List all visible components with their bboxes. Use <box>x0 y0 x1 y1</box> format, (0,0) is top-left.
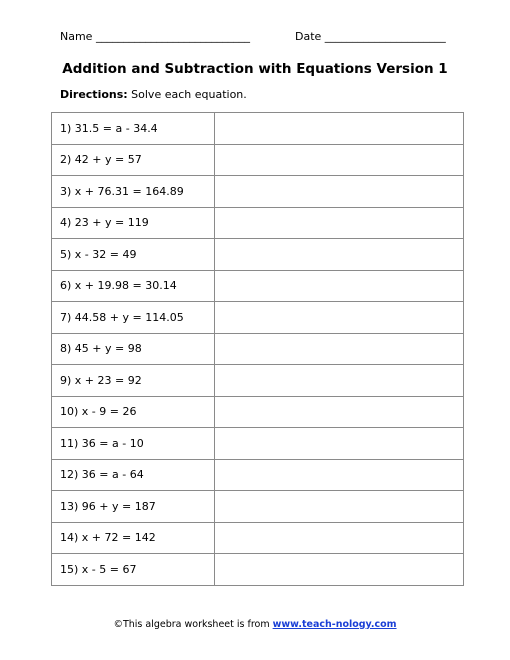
footer-text: ©This algebra worksheet is from <box>113 619 273 630</box>
problem-equation: 13) 96 + y = 187 <box>52 491 215 523</box>
problem-equation: 2) 42 + y = 57 <box>52 144 215 176</box>
problem-row <box>52 239 464 271</box>
problem-row <box>52 333 464 365</box>
answer-cell <box>215 428 464 460</box>
problem-row <box>52 396 464 428</box>
problem-row <box>52 113 464 145</box>
footer-link[interactable]: www.teach-nology.com <box>272 619 397 630</box>
header <box>60 30 452 44</box>
footer <box>0 619 510 630</box>
answer-cell <box>215 176 464 208</box>
answer-cell <box>215 522 464 554</box>
problem-row <box>52 207 464 239</box>
answer-cell <box>215 144 464 176</box>
answer-cell <box>215 207 464 239</box>
problems-table <box>51 112 464 586</box>
problem-equation: 9) x + 23 = 92 <box>52 365 215 397</box>
problem-row <box>52 176 464 208</box>
problem-equation: 5) x - 32 = 49 <box>52 239 215 271</box>
answer-cell <box>215 396 464 428</box>
answer-cell <box>215 302 464 334</box>
problem-equation: 4) 23 + y = 119 <box>52 207 215 239</box>
name-field: Name ____________________________ <box>60 30 250 43</box>
answer-cell <box>215 239 464 271</box>
directions <box>60 88 247 101</box>
date-field: Date ______________________ <box>295 30 446 43</box>
problem-equation: 12) 36 = a - 64 <box>52 459 215 491</box>
problem-equation: 8) 45 + y = 98 <box>52 333 215 365</box>
answer-cell <box>215 459 464 491</box>
problem-row <box>52 144 464 176</box>
problem-equation: 7) 44.58 + y = 114.05 <box>52 302 215 334</box>
problem-row <box>52 491 464 523</box>
problem-row <box>52 522 464 554</box>
problem-equation: 15) x - 5 = 67 <box>52 554 215 586</box>
answer-cell <box>215 491 464 523</box>
problem-row <box>52 428 464 460</box>
problem-row <box>52 459 464 491</box>
problem-equation: 10) x - 9 = 26 <box>52 396 215 428</box>
problem-row <box>52 365 464 397</box>
problem-equation: 3) x + 76.31 = 164.89 <box>52 176 215 208</box>
answer-cell <box>215 270 464 302</box>
directions-text: Solve each equation. <box>127 88 247 101</box>
answer-cell <box>215 333 464 365</box>
problem-equation: 14) x + 72 = 142 <box>52 522 215 554</box>
worksheet-title: Addition and Subtraction with Equations Version 1 <box>62 61 448 77</box>
problem-equation: 11) 36 = a - 10 <box>52 428 215 460</box>
directions-label: Directions: <box>60 88 128 101</box>
problem-equation: 1) 31.5 = a - 34.4 <box>52 113 215 145</box>
answer-cell <box>215 113 464 145</box>
problem-row <box>52 302 464 334</box>
answer-cell <box>215 365 464 397</box>
problem-row <box>52 270 464 302</box>
problem-row <box>52 554 464 586</box>
problem-equation: 6) x + 19.98 = 30.14 <box>52 270 215 302</box>
answer-cell <box>215 554 464 586</box>
